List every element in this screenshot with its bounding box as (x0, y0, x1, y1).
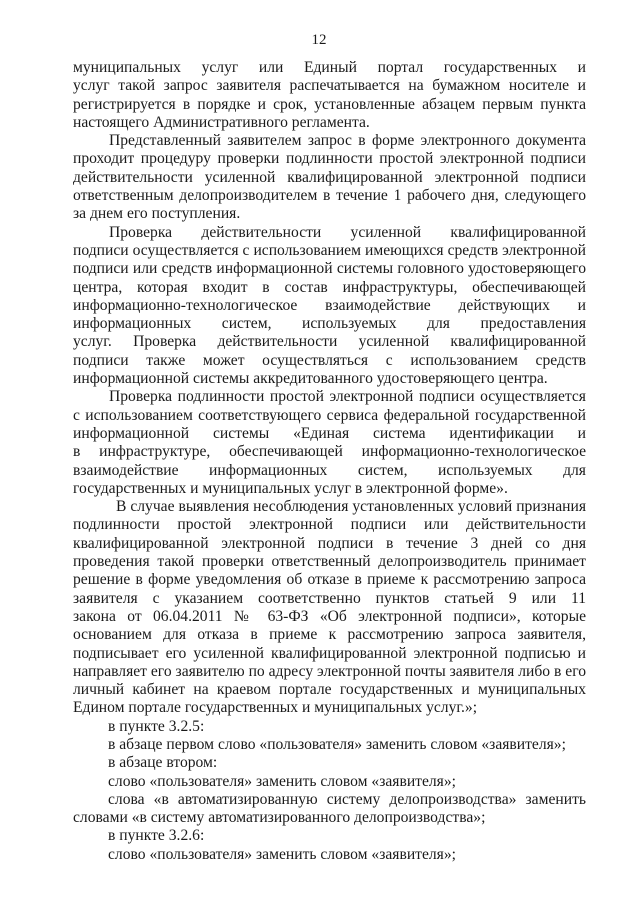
text-line: муниципальных услуг или Единый портал государственных и (73, 59, 586, 76)
text-line: в абзаце втором: (108, 754, 218, 772)
text-line: в абзаце первом слово «пользователя» заменить словом «заявителя»; (108, 735, 566, 753)
text-line: подписи осуществляется с использованием имеющихся средств электронной (73, 241, 586, 259)
text-line: слова «в автоматизированную систему делопроизводства» заменить (108, 790, 586, 808)
text-line: основанием для отказа в приеме к рассмотрению запроса заявителя, (73, 626, 586, 644)
text-line: в пункте 3.2.5: (108, 717, 205, 735)
text-line: информационно-технологическое взаимодействие действующих и (73, 296, 586, 314)
text-line: информационной системы аккредитованного удостоверяющего центра. (73, 370, 548, 388)
text-line: подписи также может осуществляться с использованием средств (73, 351, 586, 369)
text-line: подписывает его усиленной квалифицированной электронной подписью и (73, 644, 586, 662)
text-line: проведения такой проверки ответственный делопроизводитель принимает (73, 553, 586, 571)
text-line: государственных и муниципальных услуг в электронной форме». (73, 479, 508, 497)
page-number: 12 (311, 32, 327, 48)
text-line: закона от 06.04.2011 № 63-ФЗ «Об электронной подписи», которые (73, 607, 586, 625)
text-line: ответственным делопроизводителем в течение 1 рабочего дня, следующего (73, 187, 586, 205)
text-line: В случае выявления несоблюдения установленных условий признания (116, 498, 586, 516)
text-line: квалифицированной электронной подписи в течение 3 дней со дня (73, 534, 586, 552)
text-line: Представленный заявителем запрос в форме электронного документа (109, 132, 586, 150)
text-line: услуг. Проверка действительности усиленной квалифицированной (73, 333, 586, 351)
text-line: в пункте 3.2.6: (108, 827, 205, 845)
text-line: Проверка действительности усиленной квалифицированной (109, 223, 586, 241)
text-line: личный кабинет на краевом портале государственных и муниципальных (73, 681, 586, 699)
text-line: регистрируется в порядке и срок, установленные абзацем первым пункта (73, 95, 586, 113)
text-line: подлинности простой электронной подписи или действительности (73, 516, 586, 534)
text-line: решение в форме уведомления об отказе в приеме к рассмотрению запроса (73, 571, 586, 589)
text-line: информационных систем, используемых для предоставления (73, 315, 586, 333)
text-line: действительности усиленной квалифицированной электронной подписи (73, 168, 586, 186)
text-line: центра, которая входит в состав инфраструктуры, обеспечивающей (73, 278, 586, 296)
text-line: проходит процедуру проверки подлинности простой электронной подписи (73, 150, 586, 168)
text-line: слово «пользователя» заменить словом «заявителя»; (108, 772, 456, 790)
text-line: заявителя с указанием соответственно пунктов статьей 9 или 11 (73, 589, 586, 607)
text-line: подписи или средств информационной системы головного удостоверяющего (73, 260, 586, 278)
text-line: Едином портале государственных и муниципальных услуг.»; (73, 699, 478, 717)
text-line: взаимодействие информационных систем, используемых для (73, 461, 586, 479)
text-line: за днем его поступления. (73, 205, 241, 223)
text-line: настоящего Административного регламента. (73, 113, 370, 131)
text-line: словами «в систему автоматизированного делопроизводства»; (73, 809, 486, 827)
document-body (73, 59, 586, 864)
text-line: с использованием соответствующего сервиса федеральной государственной (73, 406, 586, 424)
text-line: услуг такой запрос заявителя распечатывается на бумажном носителе и (73, 77, 586, 95)
text-line: направляет его заявителю по адресу электронной почты заявителя либо в его (73, 662, 586, 680)
text-line: слово «пользователя» заменить словом «заявителя»; (108, 845, 456, 863)
text-line: Проверка подлинности простой электронной подписи осуществляется (109, 388, 586, 406)
text-line: в инфраструктуре, обеспечивающей информационно-технологическое (73, 443, 586, 461)
text-line: информационной системы «Единая система идентификации и (73, 424, 586, 442)
